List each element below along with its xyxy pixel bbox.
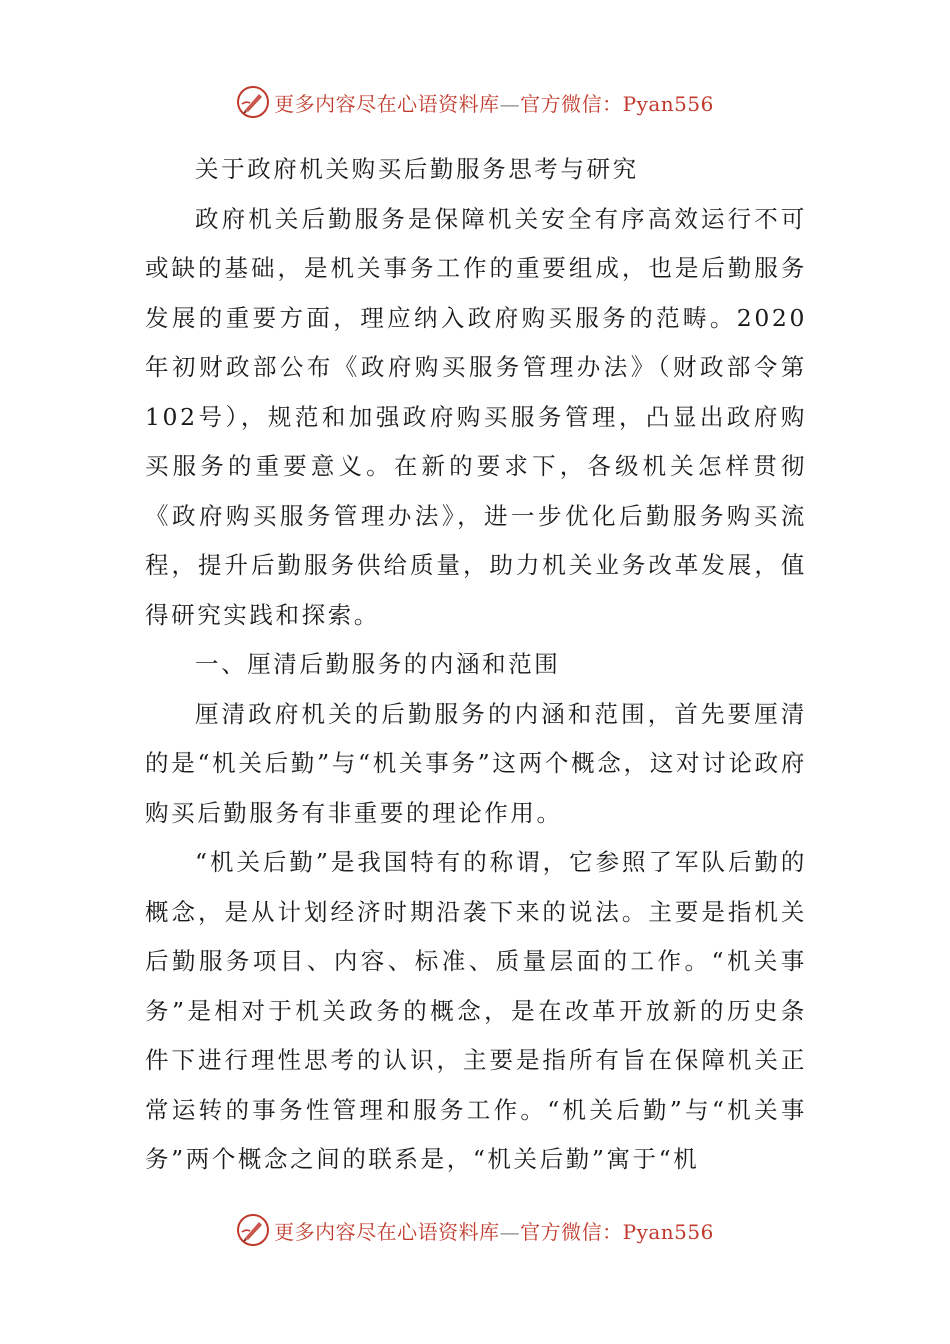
- watermark-text: [274, 1216, 714, 1245]
- header-watermark-banner: [0, 80, 950, 124]
- footer-watermark-banner: [0, 1208, 950, 1252]
- document-body: [145, 145, 807, 1185]
- watermark-wechat-label: 官方微信：: [520, 1219, 623, 1244]
- quill-pen-logo-icon: [236, 1213, 270, 1247]
- intro-paragraph: 政府机关后勤服务是保障机关安全有序高效运行不可或缺的基础，是机关事务工作的重要组成，也是后勤服务发展的重要方面，理应纳入政府购买服务的范畴。2020年初财政部公布《政府购买服务管理办法》（财政部令第102号），规范和加强政府购买服务管理，凸显出政府购买服务的重要意义。在新的要求下，各级机关怎样贯彻《政府购买服务管理办法》，进一步优化后勤服务购买流程，提升后勤服务供给质量，助力机关业务改革发展，值得研究实践和探索。: [145, 204, 807, 629]
- watermark-brand: 更多内容尽在心语资料库: [274, 91, 500, 116]
- section-1-paragraph-1: 厘清政府机关的后勤服务的内涵和范围，首先要厘清的是“机关后勤”与“机关事务”这两个概念，这对讨论政府购买后勤服务有非重要的理论作用。: [145, 699, 807, 827]
- document-title: 关于政府机关购买后勤服务思考与研究: [195, 155, 639, 183]
- watermark-separator: —: [499, 1219, 521, 1244]
- watermark-wechat-id: Pyan556: [622, 91, 714, 116]
- watermark-brand: 更多内容尽在心语资料库: [274, 1219, 500, 1244]
- watermark-wechat-id: Pyan556: [622, 1219, 714, 1244]
- watermark-wechat-label: 官方微信：: [520, 91, 623, 116]
- section-heading-1: 一、厘清后勤服务的内涵和范围: [195, 650, 561, 678]
- watermark-text: [274, 88, 714, 117]
- watermark-separator: —: [499, 91, 521, 116]
- quill-pen-logo-icon: [236, 85, 270, 119]
- section-1-paragraph-2: “机关后勤”是我国特有的称谓，它参照了军队后勤的概念，是从计划经济时期沿袭下来的说法。主要是指机关后勤服务项目、内容、标准、质量层面的工作。“机关事务”是相对于机关政务的概念，是在改革开放新的历史条件下进行理性思考的认识，主要是指所有旨在保障机关正常运转的事务性管理和服务工作。“机关后勤”与“机关事务”两个概念之间的联系是，“机关后勤”寓于“机: [145, 848, 807, 1173]
